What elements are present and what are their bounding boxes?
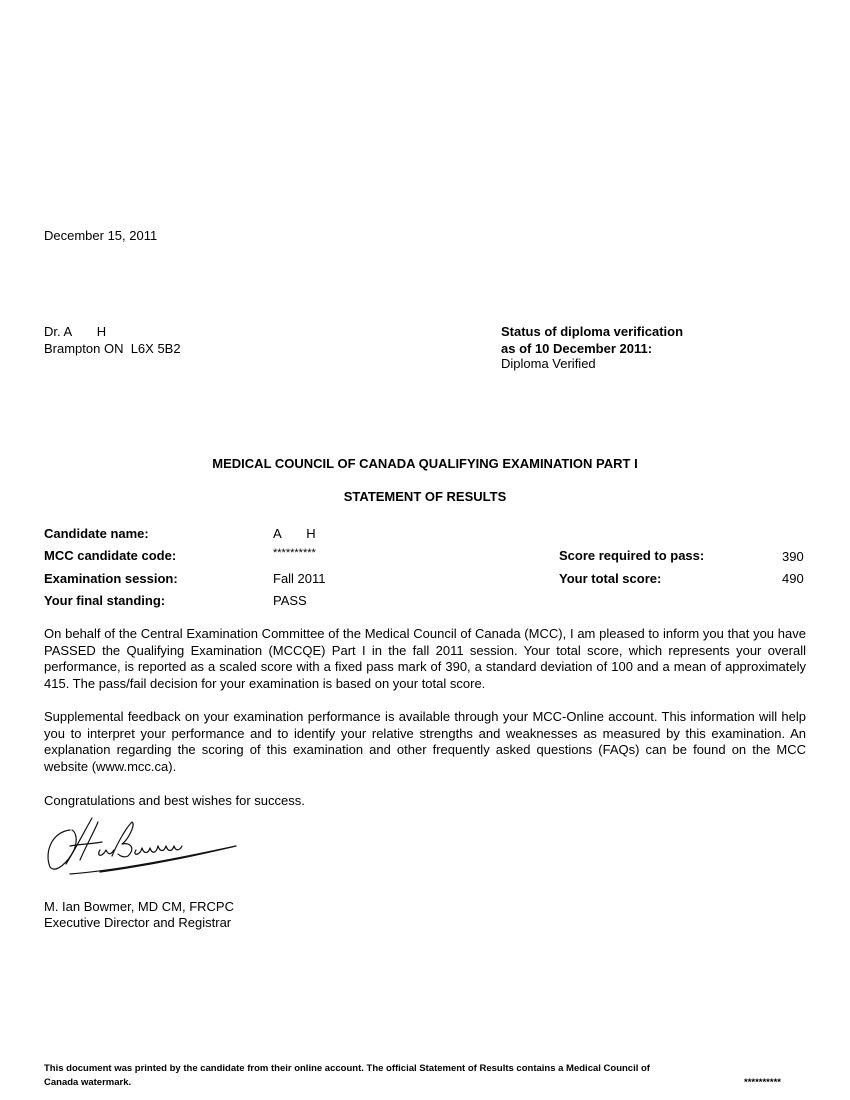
standing-label: Your final standing: bbox=[44, 593, 166, 608]
total-score-value: 490 bbox=[782, 571, 804, 586]
score-required-value: 390 bbox=[782, 549, 804, 564]
statement-heading: STATEMENT OF RESULTS bbox=[343, 489, 507, 504]
feedback-paragraph: Supplemental feedback on your examination performance is available through your MCC-Online account. This information will help you to interpret your performance and to identify your relative strengths and weaknesses as measured by this examination. An explanation regarding the scoring of this examination and other frequently asked questions (FAQs) can be found on the MCC website (www.mcc.ca). bbox=[44, 709, 806, 774]
total-score-label: Your total score: bbox=[559, 571, 662, 586]
candidate-name-value: A H bbox=[273, 526, 316, 541]
letter-date: December 15, 2011 bbox=[44, 228, 158, 243]
session-label: Examination session: bbox=[44, 571, 178, 586]
candidate-code-label: MCC candidate code: bbox=[44, 548, 177, 563]
results-paragraph: On behalf of the Central Examination Committee of the Medical Council of Canada (MCC), I am pleased to inform you that you have PASSED the Qualifying Examination (MCCQE) Part I in the fall 2011 session. Your total score, which represents your overall performance, is reported as a scaled score with a fixed pass mark of 390, a standard deviation of 100 and a mean of approximately 415. The pass/fail decision for your examination is based on your total score. bbox=[44, 626, 806, 691]
score-required-label: Score required to pass: bbox=[559, 548, 705, 563]
signatory-title: Executive Director and Registrar bbox=[44, 915, 232, 930]
candidate-code-value: ********** bbox=[273, 547, 316, 559]
candidate-name-label: Candidate name: bbox=[44, 526, 149, 541]
closing-line: Congratulations and best wishes for success. bbox=[44, 793, 305, 808]
exam-heading: MEDICAL COUNCIL OF CANADA QUALIFYING EXAMINATION PART I bbox=[212, 456, 638, 471]
recipient-address: Brampton ON L6X 5B2 bbox=[44, 341, 181, 356]
footer-note-line1: This document was printed by the candidate from their online account. The official Statement of Results contains a Medical Council of bbox=[44, 1063, 650, 1074]
recipient-name: Dr. A H bbox=[44, 324, 107, 339]
footer-note-line2: Canada watermark. bbox=[44, 1077, 132, 1088]
standing-value: PASS bbox=[273, 593, 307, 608]
signature-image bbox=[40, 812, 240, 882]
verification-status: Diploma Verified bbox=[501, 356, 596, 371]
verification-date: as of 10 December 2011: bbox=[501, 341, 653, 356]
verification-title: Status of diploma verification bbox=[501, 324, 684, 339]
signatory-name: M. Ian Bowmer, MD CM, FRCPC bbox=[44, 899, 234, 914]
footer-code: ********** bbox=[744, 1077, 781, 1088]
session-value: Fall 2011 bbox=[273, 571, 326, 586]
